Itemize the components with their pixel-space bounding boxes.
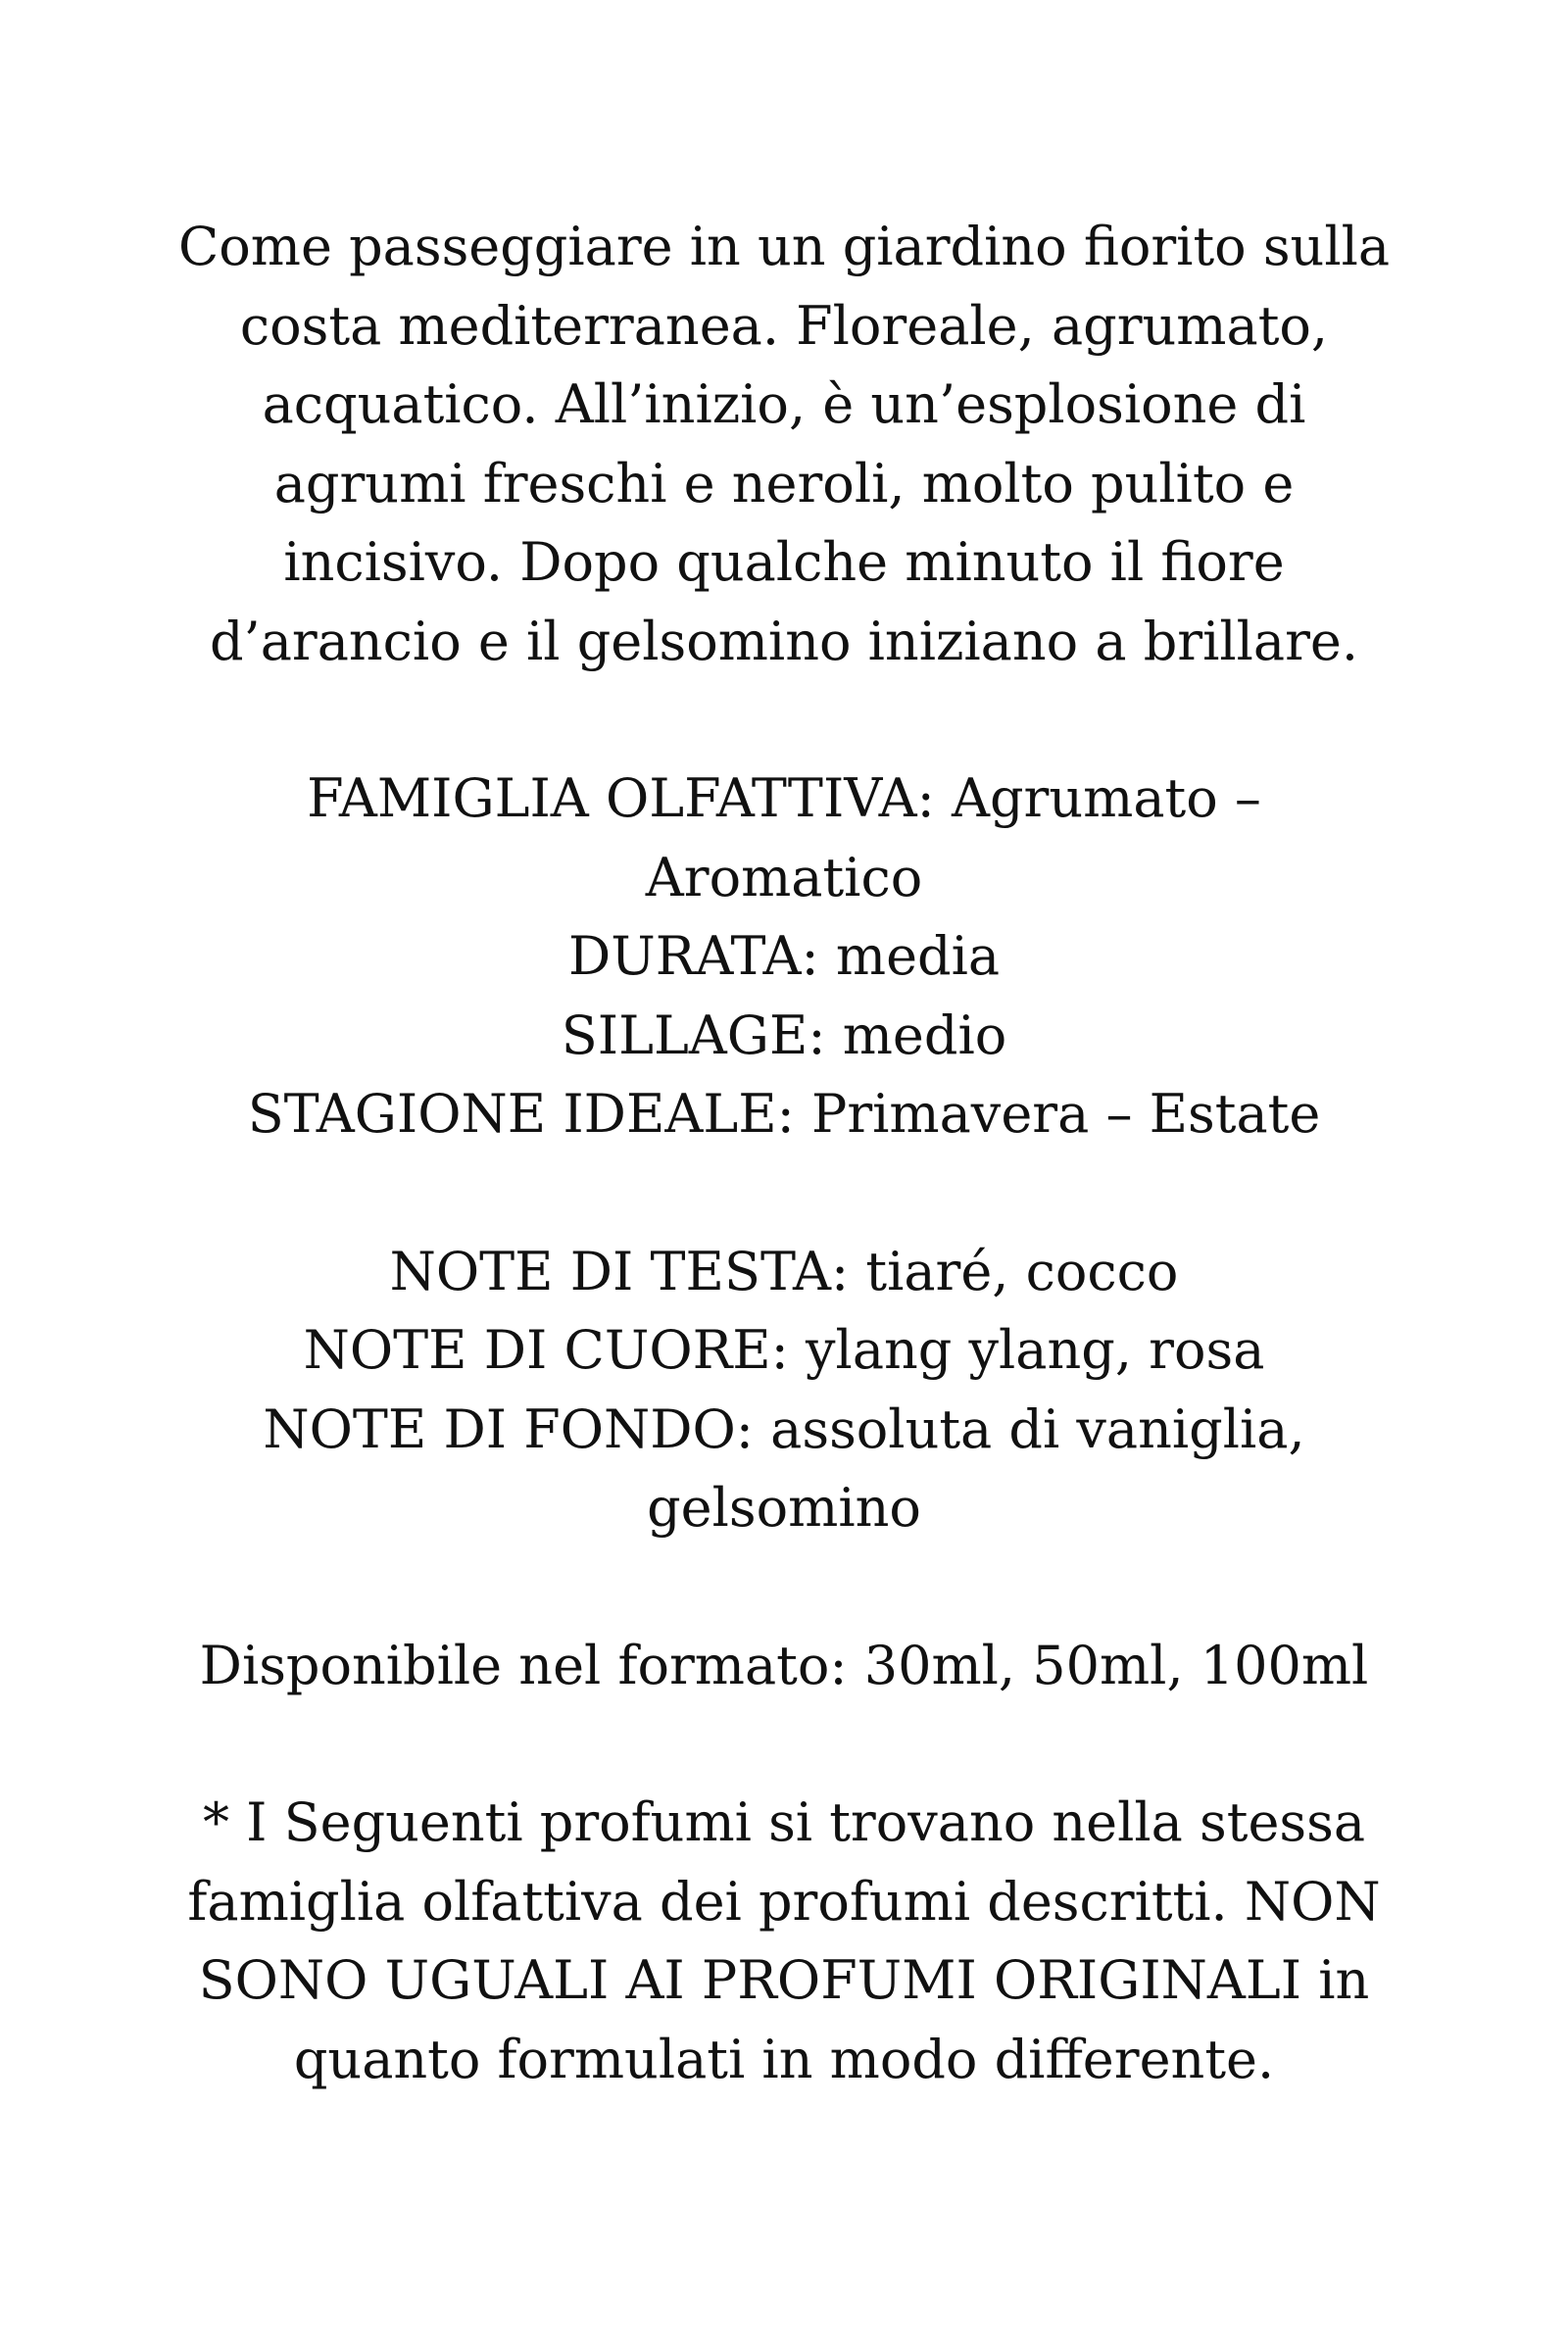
disclaimer-line: quanto formulati in modo differente. <box>293 2028 1275 2090</box>
availability-line: Disponibile nel formato: 30ml, 50ml, 100ml <box>199 1634 1369 1696</box>
description-line: Come passeggiare in un giardino fiorito sulla <box>177 216 1391 277</box>
disclaimer-section <box>0 1784 1568 2099</box>
description-line: costa mediterranea. Floreale, agrumato, <box>239 294 1329 357</box>
characteristics-section <box>0 760 1568 1154</box>
description-line: incisivo. Dopo qualche minuto il fiore <box>283 531 1285 593</box>
famiglia-olfattiva-line: FAMIGLIA OLFATTIVA: Agrumato – <box>307 767 1261 829</box>
disclaimer-line: * I Seguenti profumi si trovano nella stessa <box>202 1791 1366 1853</box>
disclaimer-line: SONO UGUALI AI PROFUMI ORIGINALI in <box>198 1949 1370 2011</box>
note-di-fondo-line: NOTE DI FONDO: assoluta di vaniglia, <box>263 1397 1305 1460</box>
durata-line: DURATA: media <box>567 925 1001 987</box>
famiglia-olfattiva-line-continued: Aromatico <box>645 846 923 908</box>
availability-section <box>0 1627 1568 1706</box>
note-di-fondo-line-continued: gelsomino <box>647 1477 921 1539</box>
description-line: acquatico. All’inizio, è un’esplosione di <box>262 373 1306 435</box>
note-di-testa-line: NOTE DI TESTA: tiaré, cocco <box>389 1240 1179 1302</box>
product-description-page <box>0 208 1568 2178</box>
description-line: d’arancio e il gelsomino iniziano a brillare. <box>209 610 1359 672</box>
disclaimer-line: famiglia olfattiva dei profumi descritti. NON <box>187 1870 1381 1933</box>
notes-section <box>0 1233 1568 1548</box>
stagione-ideale-line: STAGIONE IDEALE: Primavera – Estate <box>247 1083 1321 1145</box>
note-di-cuore-line: NOTE DI CUORE: ylang ylang, rosa <box>303 1319 1265 1381</box>
description-line: agrumi freschi e neroli, molto pulito e <box>273 452 1295 514</box>
description-paragraph <box>0 208 1568 681</box>
sillage-line: SILLAGE: medio <box>561 1004 1007 1066</box>
